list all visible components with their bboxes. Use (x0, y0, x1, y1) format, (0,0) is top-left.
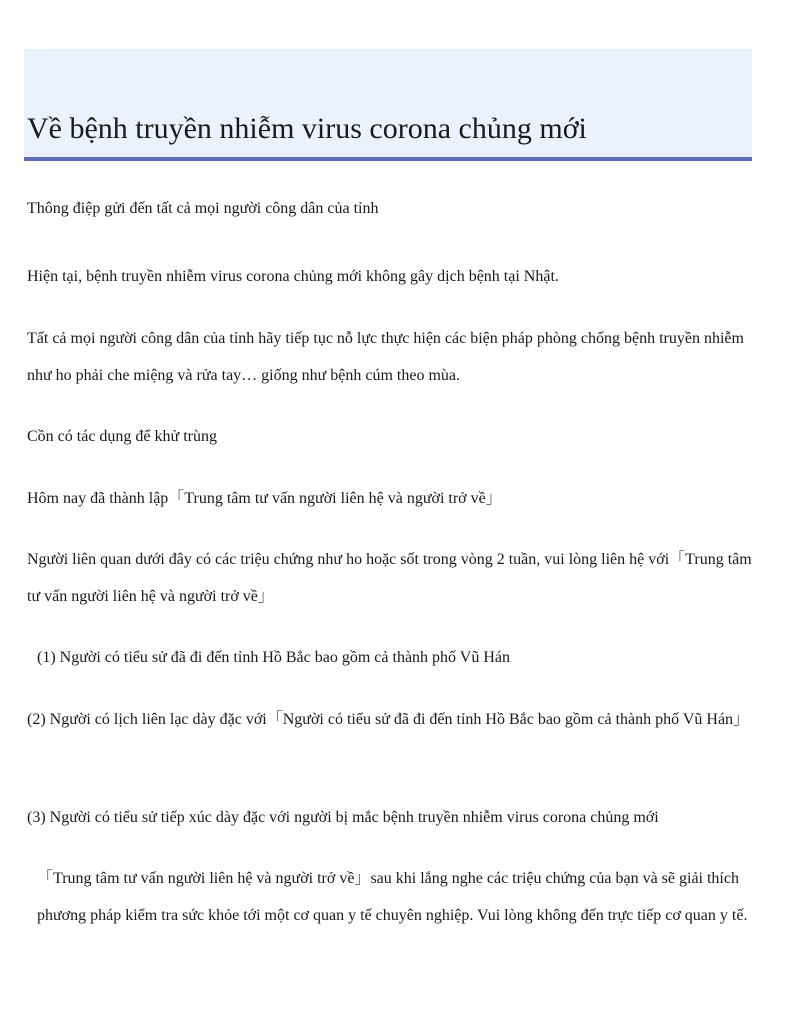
paragraph-center-established: Hôm nay đã thành lập「Trung tâm tư vấn người liên hệ và người trở về」 (27, 490, 502, 507)
paragraph-prevention: Tất cả mọi người công dân của tỉnh hãy tiếp tục nỗ lực thực hiện các biện pháp phòng chống bệnh truyền nhiễm như ho phải che miệng và rửa tay… giống như bệnh cúm theo mùa. (27, 330, 744, 384)
list-item-1: (1) Người có tiểu sử đã đi đến tỉnh Hồ Bắc bao gồm cả thành phố Vũ Hán (37, 649, 510, 666)
list-item-3: (3) Người có tiểu sử tiếp xúc dày đặc với người bị mắc bệnh truyền nhiễm virus corona chủng mới (27, 809, 659, 826)
list-item-2: (2) Người có lịch liên lạc dày đặc với「Người có tiểu sử đã đi đến tỉnh Hồ Bắc bao gồm cả thành phố Vũ Hán」 (27, 711, 750, 728)
paragraph-contact-instructions: Người liên quan dưới đây có các triệu chứng như ho hoặc sốt trong vòng 2 tuần, vui lòng liên hệ với「Trung tâm tư vấn người liên hệ và người trở về」 (27, 551, 752, 605)
page-header (24, 49, 752, 161)
paragraph-alcohol: Cồn có tác dụng để khử trùng (27, 428, 217, 445)
page-title: Về bệnh truyền nhiễm virus corona chủng mới (27, 112, 587, 145)
paragraph-center-explanation: 「Trung tâm tư vấn người liên hệ và người trở về」sau khi lắng nghe các triệu chứng của bạn và sẽ giải thích phương pháp kiểm tra sức khỏe tới một cơ quan y tế chuyên nghiệp. Vui lòng không đến trực tiếp cơ quan y tế. (37, 870, 748, 924)
title-banner (24, 49, 752, 161)
paragraph-current-status: Hiện tại, bệnh truyền nhiễm virus corona chủng mới không gây dịch bệnh tại Nhật. (27, 268, 559, 285)
paragraph-greeting: Thông điệp gửi đến tất cả mọi người công dân của tỉnh (27, 200, 379, 217)
